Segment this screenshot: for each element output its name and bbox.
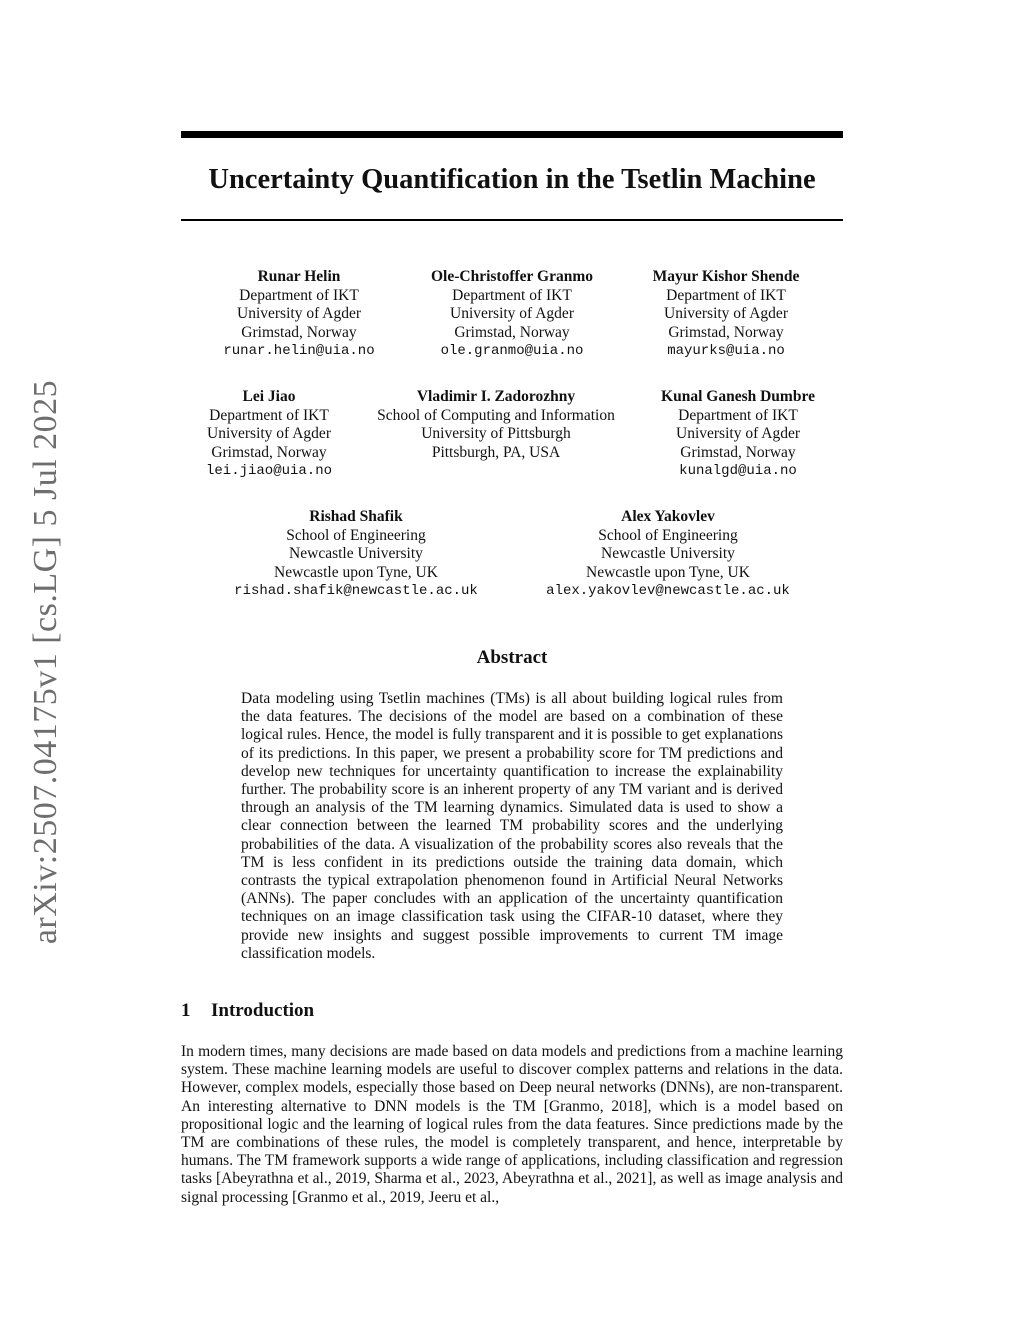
- author-department: School of Computing and Information: [377, 406, 615, 424]
- author-name: Alex Yakovlev: [621, 508, 715, 525]
- author-block: [653, 268, 800, 361]
- author-name: Runar Helin: [257, 268, 341, 285]
- author-email[interactable]: mayurks@uia.no: [667, 343, 785, 360]
- title-top-rule: [181, 131, 843, 138]
- author-email[interactable]: alex.yakovlev@newcastle.ac.uk: [546, 583, 790, 600]
- author-block: [206, 388, 332, 481]
- author-location: Grimstad, Norway: [680, 443, 796, 461]
- abstract-body: Data modeling using Tsetlin machines (TMs) is all about building logical rules from the data features. The decisions of the model are based on a combination of these logical rules. Hence, the model is fully transparent and it is possible to get explanations of its predictions. In this paper, we present a probability score for TM predictions and develop new techniques for uncertainty quantification to increase the explainability further. The probability score is an inherent property of any TM variant and is derived through an analysis of the TM learning dynamics. Simulated data is used to show a clear connection between the learned TM probability scores and the underlying probabilities of the data. A visualization of the probability scores also reveals that the TM is less confident in its predictions outside the training data domain, which contrasts the typical extrapolation phenomenon found in Artificial Neural Networks (ANNs). The paper concludes with an application of the uncertainty quantification techniques on an image classification task using the CIFAR-10 dataset, where they provide new insights and suggest possible improvements to current TM image classification models.: [241, 690, 783, 962]
- author-department: Department of IKT: [239, 286, 359, 304]
- author-department: Department of IKT: [452, 286, 572, 304]
- author-institution: University of Agder: [237, 305, 361, 323]
- author-department: School of Engineering: [286, 526, 426, 544]
- author-block: [377, 388, 615, 462]
- author-department: School of Engineering: [598, 526, 738, 544]
- paper-title: Uncertainty Quantification in the Tsetlin Machine: [208, 164, 816, 195]
- author-name: Mayur Kishor Shende: [652, 268, 800, 285]
- author-block: [431, 268, 593, 361]
- author-department: Department of IKT: [678, 406, 798, 424]
- abstract-heading: Abstract: [476, 647, 548, 668]
- author-location: Newcastle upon Tyne, UK: [586, 563, 750, 581]
- author-institution: Newcastle University: [601, 545, 735, 563]
- author-institution: University of Agder: [664, 305, 788, 323]
- section-heading-introduction: [181, 999, 314, 1023]
- author-name: Vladimir I. Zadorozhny: [416, 388, 576, 405]
- section-number: 1: [181, 1000, 191, 1021]
- arxiv-identifier-stamp: arXiv:2507.04175v1 [cs.LG] 5 Jul 2025: [27, 379, 64, 945]
- author-location: Grimstad, Norway: [211, 443, 327, 461]
- author-institution: University of Agder: [207, 425, 331, 443]
- author-email[interactable]: runar.helin@uia.no: [223, 343, 375, 360]
- author-block: [661, 388, 815, 481]
- author-email[interactable]: ole.granmo@uia.no: [440, 343, 584, 360]
- title-bottom-rule: [181, 219, 843, 221]
- author-email[interactable]: lei.jiao@uia.no: [205, 463, 333, 480]
- author-department: Department of IKT: [666, 286, 786, 304]
- author-name: Lei Jiao: [242, 388, 296, 405]
- author-institution: University of Pittsburgh: [421, 425, 571, 443]
- author-institution: University of Agder: [450, 305, 574, 323]
- author-location: Pittsburgh, PA, USA: [431, 443, 561, 461]
- author-block: [234, 508, 478, 601]
- author-location: Grimstad, Norway: [454, 323, 570, 341]
- author-name: Ole-Christoffer Granmo: [431, 268, 593, 285]
- section-title: Introduction: [211, 1000, 315, 1021]
- author-location: Grimstad, Norway: [668, 323, 784, 341]
- author-block: [546, 508, 790, 601]
- introduction-body: In modern times, many decisions are made based on data models and predictions from a machine learning system. These machine learning models are useful to discover complex patterns and relations in the data. However, complex models, especially those based on Deep neural networks (DNNs), are non-transparent. An interesting alternative to DNN models is the TM [Granmo, 2018], which is a model based on propositional logic and the learning of logical rules from the data features. Since predictions made by the TM are combinations of these rules, the model is completely transparent, and hence, interpretable by humans. The TM framework supports a wide range of applications, including classification and regression tasks [Abeyrathna et al., 2019, Sharma et al., 2023, Abeyrathna et al., 2021], as well as image analysis and signal processing [Granmo et al., 2019, Jeeru et al.,: [181, 1043, 843, 1206]
- author-institution: Newcastle University: [289, 545, 423, 563]
- author-department: Department of IKT: [209, 406, 329, 424]
- author-name: Kunal Ganesh Dumbre: [661, 388, 815, 405]
- author-email[interactable]: kunalgd@uia.no: [679, 463, 797, 480]
- author-name: Rishad Shafik: [309, 508, 403, 525]
- author-block: [223, 268, 374, 361]
- author-location: Grimstad, Norway: [241, 323, 357, 341]
- author-email[interactable]: rishad.shafik@newcastle.ac.uk: [234, 583, 478, 600]
- author-location: Newcastle upon Tyne, UK: [274, 563, 438, 581]
- author-institution: University of Agder: [676, 425, 800, 443]
